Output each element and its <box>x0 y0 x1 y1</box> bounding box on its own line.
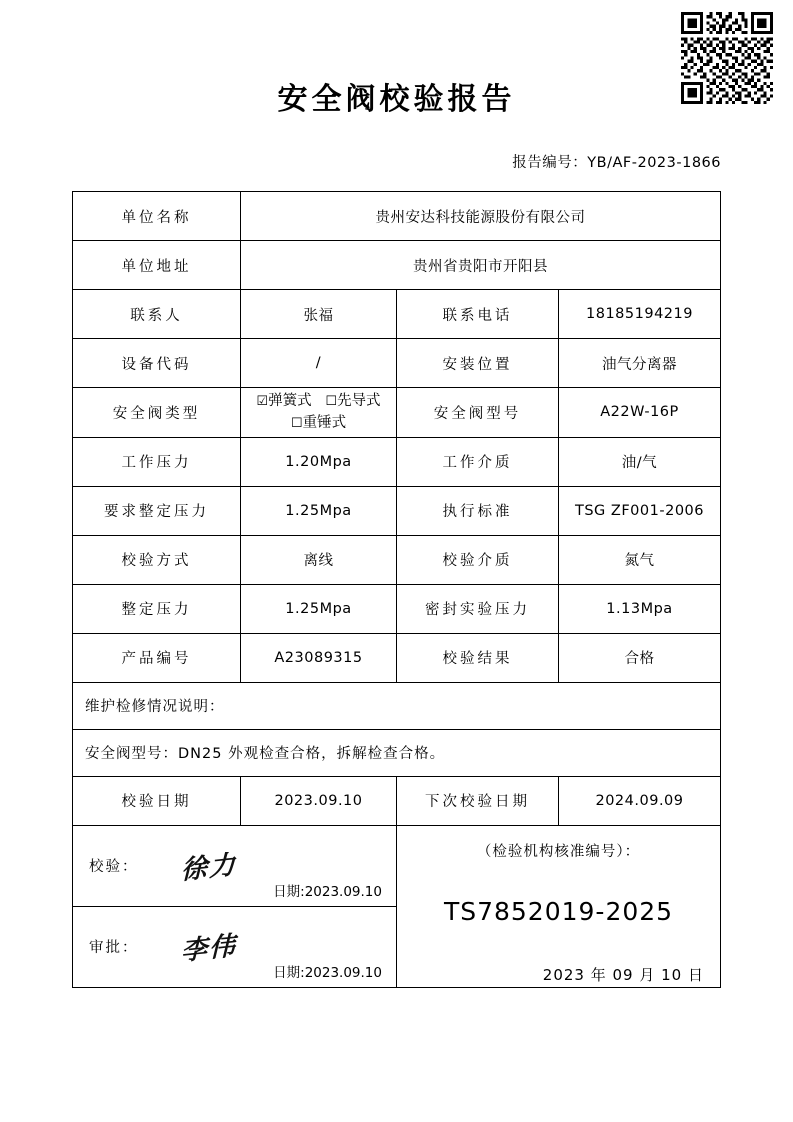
table-row <box>73 437 721 486</box>
table-row <box>73 388 721 438</box>
org-code-label: （检验机构核准编号）： <box>476 843 641 860</box>
approver-label: 审批： <box>89 940 139 957</box>
check-date-value: 2023.09.10 <box>241 776 397 825</box>
qr-code-icon <box>681 12 773 104</box>
table-row <box>73 241 721 290</box>
table-row <box>73 633 721 682</box>
seal-pressure-value: 1.13Mpa <box>559 584 721 633</box>
required-set-pressure-value: 1.25Mpa <box>241 486 397 535</box>
checkbox-pilot[interactable]: ☐先导式 <box>325 393 381 409</box>
approval-org-cell <box>397 825 721 987</box>
set-pressure-value: 1.25Mpa <box>241 584 397 633</box>
table-row <box>73 776 721 825</box>
approver-signature: 李伟 <box>180 931 237 968</box>
table-row <box>73 486 721 535</box>
checkbox-weight[interactable]: ☐重锤式 <box>290 415 347 432</box>
standard-label: 执行标准 <box>397 486 559 535</box>
report-table <box>72 191 721 988</box>
table-row <box>73 535 721 584</box>
medium-value: 油/气 <box>559 437 721 486</box>
table-row <box>73 192 721 241</box>
contact-label: 联系人 <box>73 290 241 339</box>
required-set-pressure-label: 要求整定压力 <box>73 486 241 535</box>
table-row <box>73 290 721 339</box>
checkbox-spring[interactable]: ☑弹簧式 <box>256 393 312 409</box>
valve-type-options <box>241 388 397 438</box>
phone-label: 联系电话 <box>397 290 559 339</box>
check-method-label: 校验方式 <box>73 535 241 584</box>
checker-label: 校验： <box>89 859 139 876</box>
result-value: 合格 <box>559 633 721 682</box>
next-check-date-label: 下次校验日期 <box>397 776 559 825</box>
unit-address-value: 贵州省贵阳市开阳县 <box>241 241 721 290</box>
page-title: 安全阀校验报告 <box>277 82 516 117</box>
report-number <box>0 118 793 172</box>
standard-value: TSG ZF001-2006 <box>559 486 721 535</box>
unit-name-label: 单位名称 <box>73 192 241 241</box>
check-medium-label: 校验介质 <box>397 535 559 584</box>
result-label: 校验结果 <box>397 633 559 682</box>
valve-model-label: 安全阀型号 <box>397 388 559 438</box>
phone-value: 18185194219 <box>559 290 721 339</box>
set-pressure-label: 整定压力 <box>73 584 241 633</box>
table-row <box>73 729 721 776</box>
work-pressure-label: 工作压力 <box>73 437 241 486</box>
signature-row-checker <box>73 825 721 906</box>
checker-date: 日期:2023.09.10 <box>273 883 382 900</box>
valve-model-value: A22W-16P <box>559 388 721 438</box>
unit-address-label: 单位地址 <box>73 241 241 290</box>
check-date-label: 校验日期 <box>73 776 241 825</box>
device-code-label: 设备代码 <box>73 339 241 388</box>
approver-date: 日期:2023.09.10 <box>273 964 382 981</box>
check-medium-value: 氮气 <box>559 535 721 584</box>
product-no-label: 产品编号 <box>73 633 241 682</box>
valve-type-label: 安全阀类型 <box>73 388 241 438</box>
device-code-value: / <box>241 339 397 388</box>
seal-pressure-label: 密封实验压力 <box>397 584 559 633</box>
install-position-value: 油气分离器 <box>559 339 721 388</box>
org-code-value: TS7852019-2025 <box>443 896 674 926</box>
work-pressure-value: 1.20Mpa <box>241 437 397 486</box>
issue-date: 2023 年 09 月 10 日 <box>542 965 704 984</box>
report-number-value: YB/AF-2023-1866 <box>587 155 721 171</box>
checker-signature-cell <box>73 825 397 906</box>
contact-value: 张福 <box>241 290 397 339</box>
next-check-date-value: 2024.09.09 <box>559 776 721 825</box>
unit-name-value: 贵州安达科技能源股份有限公司 <box>241 192 721 241</box>
check-method-value: 离线 <box>241 535 397 584</box>
table-row <box>73 682 721 729</box>
table-row <box>73 339 721 388</box>
table-row <box>73 584 721 633</box>
approver-signature-cell <box>73 906 397 987</box>
maintenance-text: 安全阀型号：DN25 外观检查合格，拆解检查合格。 <box>73 729 721 776</box>
checker-signature: 徐力 <box>180 850 237 887</box>
maintenance-title: 维护检修情况说明： <box>73 682 721 729</box>
install-position-label: 安装位置 <box>397 339 559 388</box>
report-number-label: 报告编号： <box>512 155 588 171</box>
product-no-value: A23089315 <box>241 633 397 682</box>
medium-label: 工作介质 <box>397 437 559 486</box>
